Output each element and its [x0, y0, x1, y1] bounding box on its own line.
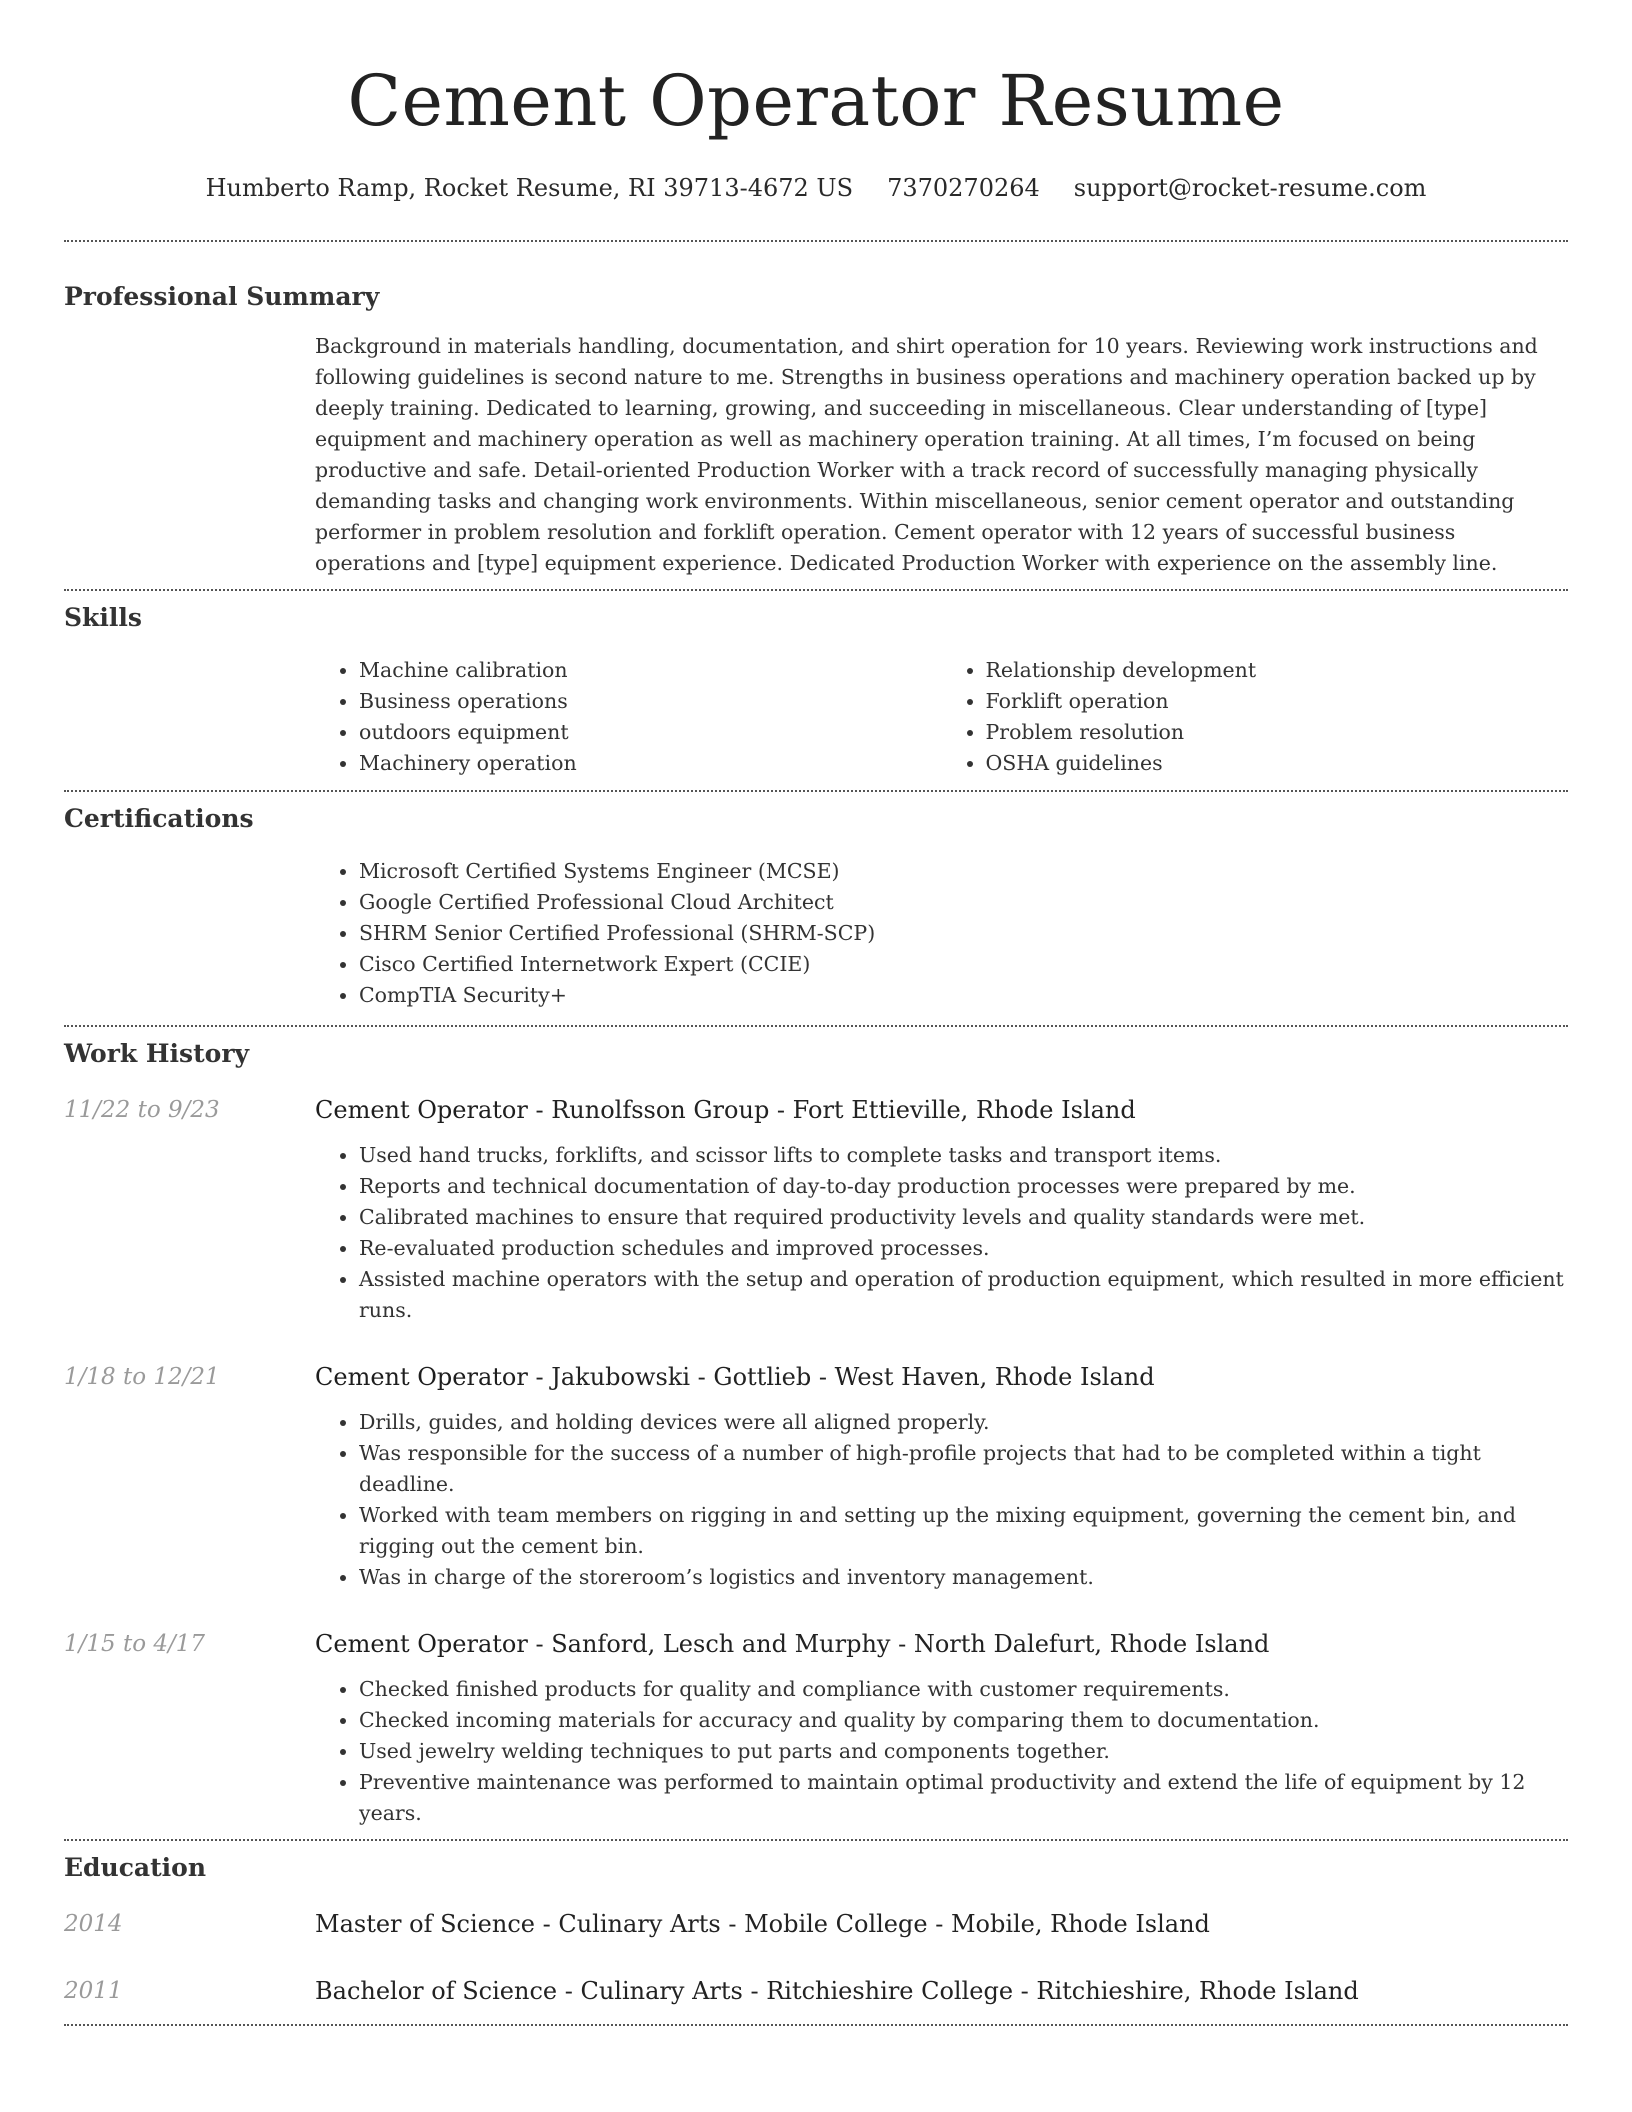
job-title: [315, 1360, 1568, 1394]
job-details: - Jakubowski - Gottlieb - West Haven, Rhode Island: [527, 1363, 1155, 1391]
skill-item: • Relationship development: [986, 655, 1569, 686]
skills-list-right: [942, 655, 1569, 779]
job-bullet: • Checked finished products for quality and compliance with customer requirements.: [359, 1674, 1568, 1705]
education-entry: [64, 1974, 1568, 2008]
job-dates: 1/18 to 12/21: [64, 1364, 220, 1390]
certification-item: • Google Certified Professional Cloud Architect: [359, 887, 1568, 918]
education-year: 2014: [64, 1911, 123, 1937]
job-role: Cement Operator: [315, 1096, 528, 1124]
education-degree: Bachelor of Science - Culinary Arts: [315, 1977, 743, 2005]
skill-item: • Forklift operation: [986, 686, 1569, 717]
skill-item: • Machinery operation: [359, 748, 942, 779]
divider: [64, 790, 1568, 792]
job-title: [315, 1093, 1568, 1127]
skills-list-left: [315, 655, 942, 779]
summary-text: Background in materials handling, documentation, and shirt operation for 10 years. Reviewing work instructions and following guidelines is second nature to me. Strengths in business operations and machinery operation backed up by deeply training. Dedicated to learning, growing, and succeeding in miscellaneous. Clear understanding of [type] equipment and machinery operation as well as machinery operation training. At all times, I’m focused on being productive and safe. Detail-oriented Production Worker with a track record of successfully managing physically demanding tasks and changing work environments. Within miscellaneous, senior cement operator and outstanding performer in problem resolution and forklift operation. Cement operator with 12 years of successful business operations and [type] equipment experience. Dedicated Production Worker with experience on the assembly line.: [315, 334, 1538, 575]
divider: [64, 589, 1568, 591]
certification-item: • Cisco Certified Internetwork Expert (CCIE): [359, 949, 1568, 980]
job-bullets: [315, 1674, 1568, 1829]
job-bullets: [315, 1407, 1568, 1593]
job-bullet: • Re-evaluated production schedules and improved processes.: [359, 1233, 1568, 1264]
work-history-section: [64, 1037, 1568, 1829]
education-title: [315, 1907, 1568, 1941]
section-heading-summary: Professional Summary: [64, 282, 380, 311]
job-bullet: • Reports and technical documentation of day-to-day production processes were prepared by me.: [359, 1171, 1568, 1202]
education-entry: [64, 1907, 1568, 1941]
section-heading-certifications: Certifications: [64, 804, 254, 833]
education-degree: Master of Science - Culinary Arts: [315, 1910, 721, 1938]
education-year: 2011: [64, 1978, 123, 2004]
job-entry: [64, 1627, 1568, 1829]
skill-item: • OSHA guidelines: [986, 748, 1569, 779]
skill-item: • Business operations: [359, 686, 942, 717]
job-bullet: • Used hand trucks, forklifts, and scissor lifts to complete tasks and transport items.: [359, 1140, 1568, 1171]
divider: [64, 1025, 1568, 1027]
job-title: [315, 1627, 1568, 1661]
job-bullet: • Calibrated machines to ensure that required productivity levels and quality standards were met.: [359, 1202, 1568, 1233]
certifications-list: [315, 856, 1568, 1011]
job-dates: 11/22 to 9/23: [64, 1097, 220, 1123]
contact-address: Humberto Ramp, Rocket Resume, RI 39713-4672 US: [205, 174, 854, 202]
job-bullet: • Used jewelry welding techniques to put parts and components together.: [359, 1736, 1568, 1767]
job-bullets: [315, 1140, 1568, 1326]
job-bullet: • Preventive maintenance was performed to maintain optimal productivity and extend the life of equipment by 12 years.: [359, 1767, 1568, 1829]
certifications-section: [64, 802, 1568, 1011]
certification-item: • CompTIA Security+: [359, 980, 1568, 1011]
job-bullet: • Worked with team members on rigging in and setting up the mixing equipment, governing the cement bin, and rigging out the cement bin.: [359, 1500, 1568, 1562]
section-heading-education: Education: [64, 1853, 207, 1882]
job-role: Cement Operator: [315, 1363, 528, 1391]
resume-title: Cement Operator Resume: [347, 60, 1285, 142]
summary-section: [64, 280, 1568, 579]
education-details: - Ritchieshire College - Ritchieshire, Rhode Island: [742, 1977, 1359, 2005]
job-entry: [64, 1360, 1568, 1593]
job-role: Cement Operator: [315, 1630, 528, 1658]
section-heading-work-history: Work History: [64, 1039, 250, 1068]
skills-section: [64, 601, 1568, 779]
skill-item: • Problem resolution: [986, 717, 1569, 748]
skill-item: • Machine calibration: [359, 655, 942, 686]
job-dates: 1/15 to 4/17: [64, 1631, 206, 1657]
contact-phone: 7370270264: [887, 174, 1040, 202]
education-details: - Mobile College - Mobile, Rhode Island: [720, 1910, 1210, 1938]
contact-email: support@rocket-resume.com: [1073, 174, 1427, 202]
resume-page: [64, 0, 1568, 2026]
job-entry: [64, 1093, 1568, 1326]
job-bullet: • Drills, guides, and holding devices were all aligned properly.: [359, 1407, 1568, 1438]
education-title: [315, 1974, 1568, 2008]
job-bullet: • Checked incoming materials for accuracy and quality by comparing them to documentation.: [359, 1705, 1568, 1736]
divider: [64, 1839, 1568, 1841]
divider: [64, 2024, 1568, 2026]
certification-item: • SHRM Senior Certified Professional (SHRM-SCP): [359, 918, 1568, 949]
certification-item: • Microsoft Certified Systems Engineer (MCSE): [359, 856, 1568, 887]
job-bullet: • Was in charge of the storeroom’s logistics and inventory management.: [359, 1562, 1568, 1593]
job-bullet: • Assisted machine operators with the setup and operation of production equipment, which resulted in more efficient runs.: [359, 1264, 1568, 1326]
skill-item: • outdoors equipment: [359, 717, 942, 748]
education-section: [64, 1851, 1568, 2008]
job-details: - Runolfsson Group - Fort Ettieville, Rhode Island: [527, 1096, 1136, 1124]
contact-line: [64, 170, 1568, 206]
section-heading-skills: Skills: [64, 603, 142, 632]
divider: [64, 240, 1568, 242]
job-details: - Sanford, Lesch and Murphy - North Dalefurt, Rhode Island: [527, 1630, 1270, 1658]
job-bullet: • Was responsible for the success of a number of high-profile projects that had to be completed within a tight deadline.: [359, 1438, 1568, 1500]
